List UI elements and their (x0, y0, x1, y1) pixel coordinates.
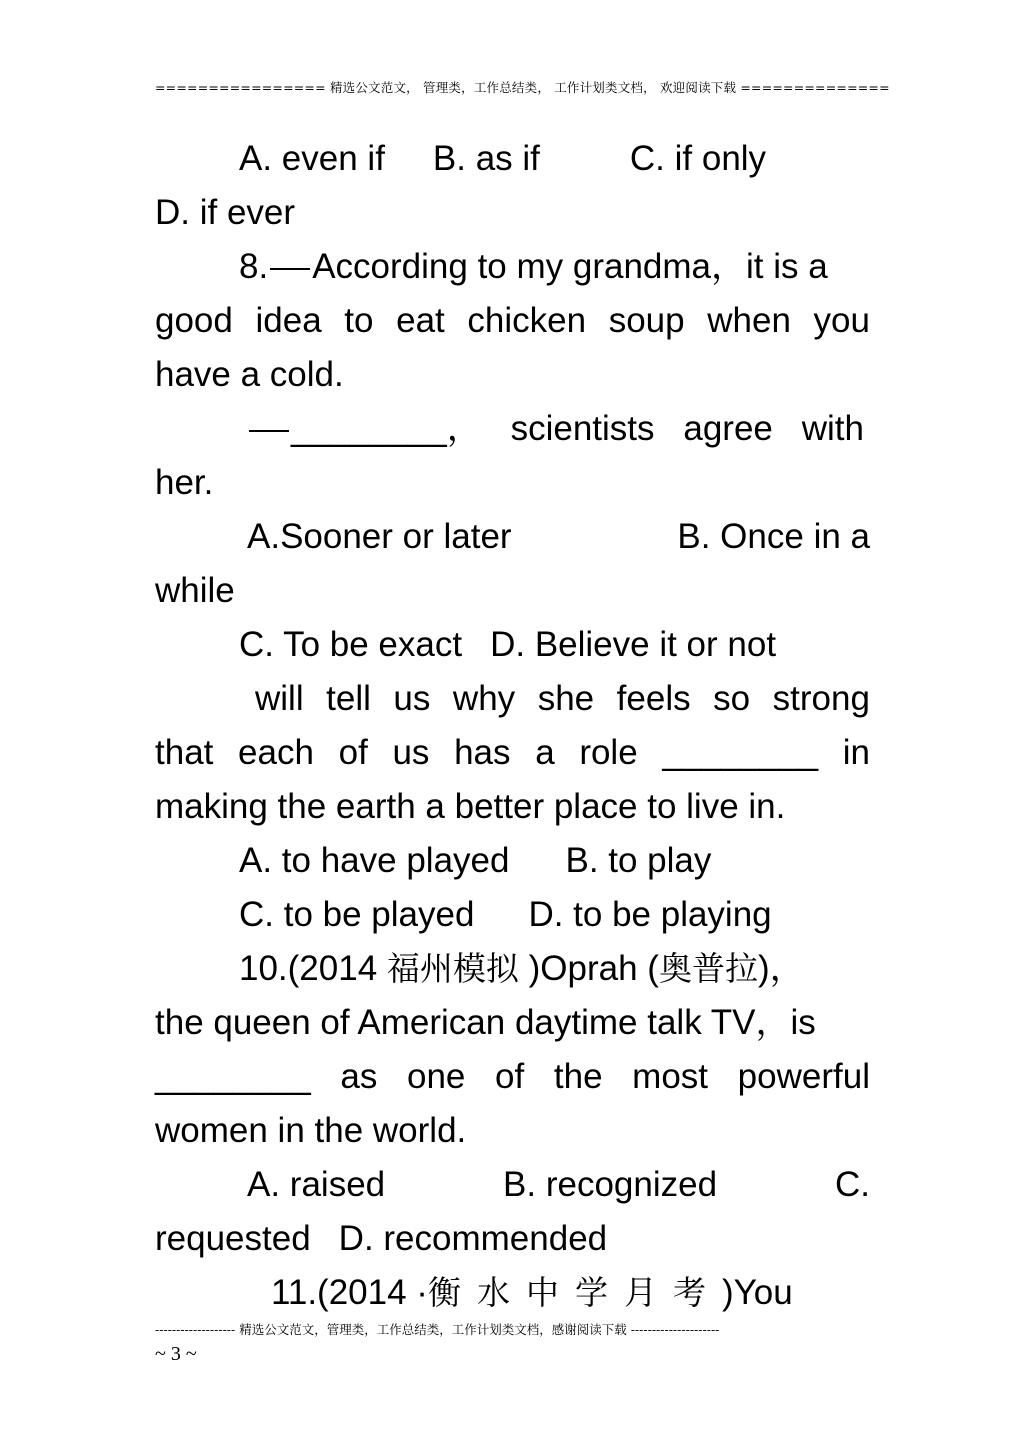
q9-option-d: D. to be playing (528, 895, 772, 934)
q7-option-a: A. even if (239, 139, 385, 178)
q10-source: 福州模拟 (386, 949, 519, 988)
word: chicken (467, 301, 587, 340)
word: has (454, 733, 511, 772)
q11-stem-line-1 (155, 1266, 870, 1320)
q11-tail: )You (721, 1273, 793, 1312)
q8-reply-line (155, 402, 870, 456)
em-dash (270, 268, 310, 270)
q10-option-a: A. raised (247, 1165, 386, 1204)
word: in (842, 733, 870, 772)
q8-options-ab-line (155, 510, 870, 564)
q10-option-b: B. recognized (503, 1165, 718, 1204)
q10-options-cd-line (155, 1212, 870, 1266)
q10-stem-line-3 (155, 1050, 870, 1104)
word: good (155, 301, 233, 340)
q10-stem-line-2 (155, 996, 870, 1050)
q10-number: 10.(2014 (239, 949, 378, 988)
q9-option-a: A. to have played (239, 841, 510, 880)
word: agree (683, 409, 773, 448)
document-body (155, 132, 870, 1320)
q9-stem-line-2 (155, 726, 870, 780)
word: that (155, 733, 214, 772)
q8-stem-3: have a cold. (155, 355, 344, 394)
word: of (495, 1057, 525, 1096)
q10-cn-name: 奥普拉 (658, 949, 758, 988)
word: scientists (510, 409, 655, 448)
q9-options-ab-line (155, 834, 870, 888)
q8-stem-line-3 (155, 348, 870, 402)
q8-number: 8. (239, 247, 269, 286)
page-footer: ------------------- 精选公文范文，管理类，工作总结类，工作计划类文档，感谢阅读下载 --------------------- (155, 1322, 720, 1337)
q9-stem-line-3 (155, 780, 870, 834)
q10-option-d: D. recommended (338, 1219, 608, 1258)
word: you (813, 301, 870, 340)
q8-reply-end-line (155, 456, 870, 510)
q10-stem-line-4 (155, 1104, 870, 1158)
q9-stem-line-1 (155, 672, 870, 726)
q7-option-d-line (155, 186, 870, 240)
word: a (535, 733, 555, 772)
word: why (452, 679, 516, 718)
q7-option-c: C. if only (629, 139, 767, 178)
q8-option-b: B. Once in a (677, 517, 870, 556)
q8-stem-line-1 (155, 240, 870, 294)
q8-stem-line-2 (155, 294, 870, 348)
q10-option-c: C. (835, 1165, 870, 1204)
q9-options-cd-line (155, 888, 870, 942)
word: soup (608, 301, 685, 340)
word: most (632, 1057, 709, 1096)
word: so (713, 679, 751, 718)
word: each (238, 733, 314, 772)
q8-option-a: A.Sooner or later (247, 517, 512, 556)
word: us (393, 679, 431, 718)
q8-option-b-end: while (155, 571, 235, 610)
q10-mid-end: )， (757, 949, 805, 988)
q8-reply-blank: ________， (291, 409, 482, 448)
word: with (801, 409, 864, 448)
page-number: ~ 3 ~ (155, 1343, 197, 1365)
word: strong (772, 679, 870, 718)
word: powerful (737, 1057, 870, 1096)
word: of (338, 733, 368, 772)
q10-stem-4: women in the world. (155, 1111, 467, 1150)
q11-source: 衡水中学月考 (427, 1273, 722, 1312)
q9-blank: ________ (662, 733, 819, 772)
q10-stem-line-1 (155, 942, 870, 996)
word: eat (396, 301, 445, 340)
q7-options-line (155, 132, 870, 186)
word: the (553, 1057, 603, 1096)
q7-option-b: B. as if (432, 139, 540, 178)
q10-blank: ________ (155, 1057, 311, 1096)
word: she (537, 679, 595, 718)
q8-option-d: D. Believe it or not (490, 625, 777, 664)
word: idea (255, 301, 322, 340)
word: us (392, 733, 430, 772)
q8-reply-end: her. (155, 463, 214, 502)
word: role (579, 733, 638, 772)
em-dash (249, 430, 289, 432)
word: one (406, 1057, 466, 1096)
q8-option-b-end-line (155, 564, 870, 618)
q9-option-b: B. to play (565, 841, 712, 880)
q7-option-d: D. if ever (155, 193, 296, 232)
q9-option-c: C. to be played (239, 895, 475, 934)
page-header: ================ 精选公文范文， 管理类，工作总结类， 工作计划类文档， 欢迎阅读下载 ============== (155, 80, 890, 95)
word: tell (326, 679, 371, 718)
q8-options-cd-line (155, 618, 870, 672)
word: feels (616, 679, 691, 718)
q10-option-c-end: requested (155, 1219, 311, 1258)
word: when (707, 301, 791, 340)
q9-stem-3: making the earth a better place to live in. (155, 787, 786, 826)
word: as (340, 1057, 378, 1096)
q10-mid: )Oprah ( (528, 949, 659, 988)
q10-stem-2: the queen of American daytime talk TV，is (155, 1003, 816, 1042)
word: to (344, 301, 374, 340)
word: will (255, 679, 304, 718)
q10-options-abc-line (155, 1158, 870, 1212)
q8-stem-1: According to my grandma，it is a (312, 247, 828, 286)
q11-number: 11.(2014 · (271, 1273, 428, 1312)
q8-option-c: C. To be exact (239, 625, 463, 664)
